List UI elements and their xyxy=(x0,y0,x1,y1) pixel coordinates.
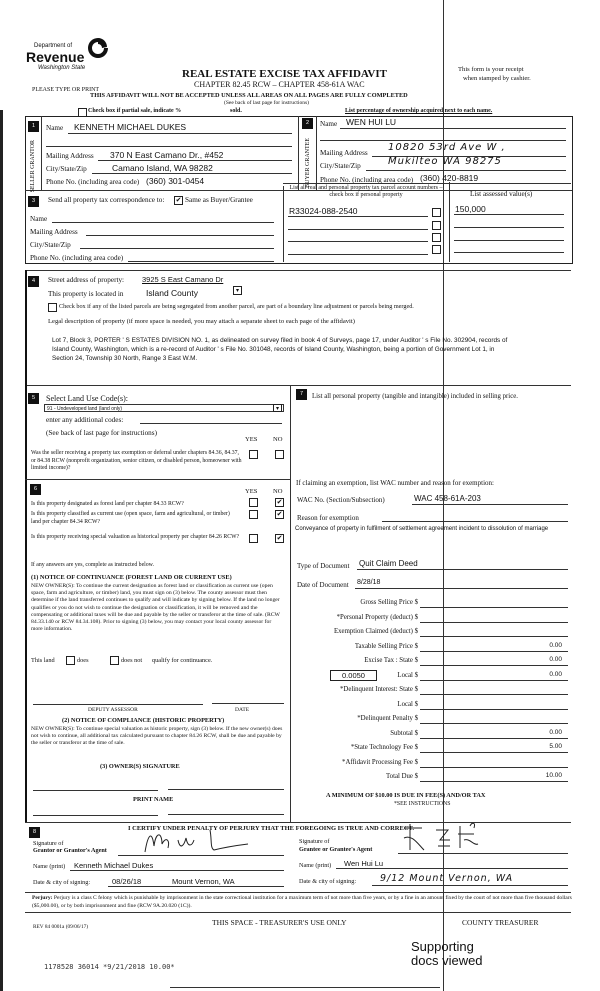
field-line xyxy=(420,622,568,623)
field-line xyxy=(420,738,568,739)
date-city-label: Date & city of signing: xyxy=(299,878,357,885)
field-line xyxy=(288,241,428,242)
does-not-label: does not xyxy=(121,657,143,664)
receipt-note: This form is your receipt xyxy=(458,66,524,73)
section-number: 3 xyxy=(28,196,39,207)
amount-label: Local $ xyxy=(397,671,418,679)
reason-label: Reason for exemption xyxy=(297,514,359,522)
wac-field[interactable]: WAC 458-61A-203 xyxy=(414,494,481,503)
doc-type-field[interactable]: Quit Claim Deed xyxy=(359,559,418,568)
owner-signature-label: (3) OWNER(S) SIGNATURE xyxy=(100,763,180,770)
divider xyxy=(41,116,42,190)
amount-field[interactable]: 5.00 xyxy=(549,743,562,750)
notice2-text: NEW OWNER(S): To continue special valuation as historic property, sign (3) below. If the new owner(s) does not wish to continue, all additional tax calculated pursuant to chapter 84.26 RCW, shall be due and payable by the seller or transferor at the time of sale. xyxy=(31,726,283,746)
grantor-name-field[interactable]: Kenneth Michael Dukes xyxy=(74,861,154,870)
field-line xyxy=(420,781,568,782)
divider xyxy=(283,186,284,262)
grantee-name-field[interactable]: Wen Hui Lu xyxy=(344,859,384,868)
name-print-label: Name (print) xyxy=(299,862,332,869)
does-not-checkbox[interactable] xyxy=(110,656,119,665)
deputy-date-field[interactable] xyxy=(212,703,284,704)
corr-mailing-field[interactable] xyxy=(86,235,274,236)
amount-label: Taxable Selling Price $ xyxy=(354,642,418,650)
same-as-label: Same as Buyer/Grantee xyxy=(185,196,253,204)
current-use-question: Is this property classified as current use (open space, farm and agricultural, or timber) land per chapter 84.34 RCW? xyxy=(31,511,230,525)
amount-label: Gross Selling Price $ xyxy=(360,599,418,606)
field-line xyxy=(70,870,284,871)
section-number: 6 xyxy=(30,484,41,495)
divider xyxy=(25,270,571,271)
field-line xyxy=(382,521,568,522)
field-line xyxy=(372,885,568,886)
seller-city-field[interactable]: Camano Island, WA 98282 xyxy=(112,163,213,173)
forest-no-checkbox[interactable]: ✔ xyxy=(276,498,283,506)
city-label: City/State/Zip xyxy=(30,241,71,249)
amount-label: *State Technology Fee $ xyxy=(350,744,418,751)
land-use-label: Select Land Use Code(s): xyxy=(46,394,128,403)
minimum-note: A MINIMUM OF $10.00 IS DUE IN FEE(S) AND/OR TAX xyxy=(326,792,486,799)
parcel-field[interactable]: R33024-088-2540 xyxy=(289,206,358,216)
section-number: 5 xyxy=(28,393,39,404)
section-number: 7 xyxy=(296,389,307,400)
current-use-no-checkbox[interactable]: ✔ xyxy=(276,510,283,518)
field-line xyxy=(420,723,568,724)
field-line xyxy=(288,229,428,230)
divider xyxy=(25,385,571,386)
additional-codes-label: enter any additional codes: xyxy=(46,416,124,424)
name-print-label: Name (print) xyxy=(33,863,66,870)
revenue-logo-icon xyxy=(86,36,110,60)
qualify-label: qualify for continuance. xyxy=(152,657,213,664)
phone-label: Phone No. (including area code) xyxy=(30,254,124,262)
see-instructions: *SEE INSTRUCTIONS xyxy=(394,801,451,807)
amount-label: *Delinquent Penalty $ xyxy=(357,715,418,722)
section-number: 1 xyxy=(28,121,39,132)
buyer-mailing-field[interactable]: 10820 53rd Ave W , xyxy=(388,142,506,153)
receipt-note: when stamped by cashier. xyxy=(463,75,531,82)
section-number: 8 xyxy=(29,827,40,838)
amount-field[interactable]: 0.00 xyxy=(549,656,562,663)
divider xyxy=(316,116,317,190)
forest-yes-checkbox[interactable] xyxy=(249,498,258,507)
amount-field[interactable]: 0.00 xyxy=(549,641,562,649)
wac-label: WAC No. (Section/Subsection) xyxy=(297,496,385,504)
field-line xyxy=(420,694,568,695)
this-land-label: This land xyxy=(31,657,55,664)
field-line xyxy=(420,680,568,681)
print-name-label: PRINT NAME xyxy=(133,796,174,803)
name-label: Name xyxy=(320,120,338,128)
name-label: Name xyxy=(46,124,64,132)
owner-signature-field[interactable] xyxy=(33,790,158,791)
field-line xyxy=(420,607,568,608)
deputy-label: DEPUTY ASSESSOR xyxy=(88,707,138,713)
assessed-field[interactable]: 150,000 xyxy=(455,204,486,214)
legal-label: Legal description of property (if more space is needed, you may attach a separate sheet to each page of the affidavit) xyxy=(48,318,355,325)
field-line xyxy=(420,665,568,666)
field-line xyxy=(398,853,568,854)
field-line xyxy=(357,569,568,570)
county-treasurer-label: COUNTY TREASURER xyxy=(462,918,539,927)
land-use-dropdown-icon[interactable]: ▾ xyxy=(273,404,282,412)
field-line xyxy=(454,227,564,228)
assessed-header: List assessed value(s) xyxy=(470,190,533,198)
additional-codes-field[interactable] xyxy=(140,423,282,424)
amount-label: Exemption Claimed (deduct) $ xyxy=(334,628,418,635)
divider xyxy=(449,182,450,262)
historic-question: Is this property receiving special valuation as historical property per chapter 84.26 RCW? xyxy=(31,534,240,540)
field-line xyxy=(336,868,568,869)
divider xyxy=(170,987,440,988)
sig-label: Grantor or Grantor's Agent xyxy=(33,847,107,854)
field-line xyxy=(355,588,568,589)
divider xyxy=(25,385,27,823)
personal-property-checkbox[interactable] xyxy=(432,208,441,217)
see-back: (See back of last page for instructions) xyxy=(46,429,157,437)
field-line xyxy=(98,160,292,161)
field-line xyxy=(340,128,566,129)
doc-type-label: Type of Document xyxy=(297,562,350,570)
date-label: DATE xyxy=(235,707,250,713)
sig-label: Grantee or Grantee's Agent xyxy=(299,846,373,853)
field-line xyxy=(420,709,568,710)
grantor-date-field[interactable]: 08/26/18 xyxy=(112,877,142,886)
street-field[interactable]: 3925 S East Camano Dr xyxy=(142,275,224,284)
amount-label: *Delinquent Interest: State $ xyxy=(340,686,418,693)
grantee-signature-field[interactable] xyxy=(400,820,490,854)
parcels-header: List all real and personal property tax parcel account numbers – check box if personal property xyxy=(289,185,443,198)
field-line xyxy=(420,651,568,652)
warning-text: THIS AFFIDAVIT WILL NOT BE ACCEPTED UNLESS ALL AREAS ON ALL PAGES ARE FULLY COMPLETED xyxy=(90,92,408,99)
yes-header: YES xyxy=(245,488,258,495)
segregated-label: Check box if any of the listed parcels are being segregated from another parcel, are part of a boundary line adjustment or parcels being merged. xyxy=(59,303,414,310)
mailing-label: Mailing Address xyxy=(46,152,94,160)
print-name-field[interactable] xyxy=(168,814,284,815)
sig-label: Signature of xyxy=(33,840,64,847)
name-label: Name xyxy=(30,215,48,223)
amount-label: Excise Tax : State $ xyxy=(364,657,418,664)
divider xyxy=(25,270,27,386)
buyer-phone-field[interactable]: (360) 420-8819 xyxy=(420,173,479,183)
reason-field[interactable]: Conveyance of property in fulfilment of settlement agreement incident to dissolution of marriage xyxy=(295,526,549,532)
yes-header: YES xyxy=(245,436,258,443)
amount-label: Total Due $ xyxy=(386,773,418,780)
perjury-text: Perjury is a class C felony which is punishable by imprisonment in the state correctional institution for a maximum term of not more than five years, or by a fine in an amount fixed by the court of not more than five thousand dollars ($5,000.00), or by both imprisonment and fine (RCW 9A.20.020 (1C)). xyxy=(32,895,572,909)
field-line xyxy=(320,140,566,141)
land-use-select[interactable] xyxy=(44,404,284,412)
form-title: REAL ESTATE EXCISE TAX AFFIDAVIT xyxy=(182,68,387,80)
divider xyxy=(25,892,571,893)
field-line xyxy=(68,133,292,134)
certify-text: I CERTIFY UNDER PENALTY OF PERJURY THAT THE FOREGOING IS TRUE AND CORRECT. xyxy=(128,825,415,832)
notice1-title: (1) NOTICE OF CONTINUANCE (FOREST LAND OR CURRENT USE) xyxy=(31,574,232,581)
amount-label: Local $ xyxy=(397,700,418,708)
if-yes-note: If any answers are yes, complete as instructed below. xyxy=(31,562,154,568)
does-checkbox[interactable] xyxy=(66,656,75,665)
print-name-field[interactable] xyxy=(33,815,158,816)
forest-question: Is this property designated as forest land per chapter 84.33 RCW? xyxy=(31,501,184,507)
buyer-name-field[interactable]: WEN HUI LU xyxy=(346,117,397,127)
field-line xyxy=(108,886,284,887)
divider xyxy=(298,116,299,190)
street-label: Street address of property: xyxy=(48,276,125,284)
field-line xyxy=(288,254,428,255)
historic-yes-checkbox[interactable] xyxy=(249,534,258,543)
divider xyxy=(290,385,291,823)
section-number: 2 xyxy=(302,118,313,129)
phone-label: Phone No. (including area code) xyxy=(320,176,414,184)
field-line xyxy=(412,504,568,505)
stamp-line: docs viewed xyxy=(411,953,483,968)
amount-label: Subtotal $ xyxy=(390,729,418,737)
amount-label: *Personal Property (deduct) $ xyxy=(336,613,418,621)
field-line xyxy=(118,855,284,856)
legal-description-field[interactable]: Lot 7, Block 3, PORTER ' S ESTATES DIVISION NO. 1, as delineated on survey filed in book 4 of Surveys, page 17, under Auditor ' s File No. 302904, records of Island County, Washington, which is a re-record of Auditor ' s File No. 301048, records of Island County, Washington, being a portion of Government Lot 1, in Section 24, Township 30 North, Range 3 East W.M. xyxy=(52,337,508,362)
does-label: does xyxy=(77,657,89,664)
field-line xyxy=(92,173,292,174)
exemption-label: If claiming an exemption, list WAC number and reason for exemption: xyxy=(296,479,494,487)
field-line xyxy=(454,214,564,215)
stamp-line: Supporting xyxy=(411,939,474,954)
supporting-docs-stamp xyxy=(411,940,483,968)
field-line xyxy=(420,752,568,753)
chapter: CHAPTER 82.45 RCW – CHAPTER 458-61A WAC xyxy=(194,80,365,89)
divider xyxy=(283,183,571,184)
segregated-checkbox[interactable] xyxy=(48,303,57,312)
divider xyxy=(25,479,290,480)
no-header: NO xyxy=(273,488,283,495)
local-rate-field[interactable]: 0.0050 xyxy=(330,670,377,681)
corr-name-field[interactable] xyxy=(52,222,274,223)
amount-field[interactable]: 10.00 xyxy=(545,772,562,779)
form-revision: REV 84 0001a (09/06/17) xyxy=(33,924,89,930)
please-type: PLEASE TYPE OR PRINT xyxy=(32,87,100,93)
doc-date-label: Date of Document xyxy=(297,581,349,589)
mailing-label: Mailing Address xyxy=(30,228,78,236)
notice2-title: (2) NOTICE OF COMPLIANCE (HISTORIC PROPERTY) xyxy=(62,717,225,724)
sold-label: sold. xyxy=(230,108,242,114)
receipt-stamp: 1178528 36014 *9/21/2018 10.00* xyxy=(44,963,175,971)
seller-side-label: SELLER GRANTOR xyxy=(30,140,36,193)
sig-label: Signature of xyxy=(299,838,330,845)
doc-date-field[interactable]: 8/28/18 xyxy=(357,579,381,586)
phone-label: Phone No. (including area code) xyxy=(46,178,140,186)
scan-edge xyxy=(0,110,3,991)
seller-name-field[interactable]: KENNETH MICHAEL DUKES xyxy=(74,122,187,132)
buyer-city-field[interactable]: Mukilteo WA 98275 xyxy=(388,156,502,167)
field-line xyxy=(420,636,568,637)
county-dropdown-icon[interactable]: ▾ xyxy=(233,286,242,295)
deputy-signature-field[interactable] xyxy=(33,704,203,705)
historic-no-checkbox[interactable]: ✔ xyxy=(276,534,283,542)
corr-city-field[interactable] xyxy=(80,248,274,249)
divider xyxy=(25,912,571,913)
partial-sale-label: Check box if partial sale, indicate % xyxy=(88,108,182,114)
corr-phone-field[interactable] xyxy=(128,261,274,262)
see-back: (See back of last page for instructions) xyxy=(224,100,309,106)
exemption-yes-checkbox[interactable] xyxy=(249,450,258,459)
owner-signature-field[interactable] xyxy=(168,789,284,790)
correspondence-label: Send all property tax correspondence to: xyxy=(48,196,165,204)
grantor-city-field[interactable]: Mount Vernon, WA xyxy=(172,877,235,886)
field-line xyxy=(366,170,566,171)
perjury-bold: Perjury: xyxy=(32,895,53,901)
personal-property-checkbox[interactable] xyxy=(432,245,441,254)
no-header: NO xyxy=(273,436,283,443)
field-line xyxy=(46,146,292,147)
land-use-selected: 91 - Undeveloped land (land only) xyxy=(47,406,123,412)
personal-property-checkbox[interactable] xyxy=(432,233,441,242)
exemption-question: Was the seller receiving a property tax exemption or deferral under chapters 84.36, 84.37, or 84.38 RCW (nonprofit organization, senior citizen, or disabled person, homeowner with limited income)? xyxy=(31,450,242,471)
exemption-no-checkbox[interactable] xyxy=(275,450,284,459)
treasurer-space-label: THIS SPACE - TREASURER'S USE ONLY xyxy=(212,918,347,927)
city-label: City/State/Zip xyxy=(320,162,361,170)
amount-field[interactable]: 0.00 xyxy=(549,728,562,736)
grantor-signature-field[interactable] xyxy=(140,826,260,856)
perjury-notice xyxy=(32,894,572,910)
field-line xyxy=(288,216,428,217)
located-label: This property is located in xyxy=(48,290,124,298)
personal-property-label: List all personal property (tangible and intangible) included in selling price. xyxy=(312,393,518,400)
amount-field[interactable]: 0.00 xyxy=(549,670,562,678)
personal-property-checkbox[interactable] xyxy=(432,221,441,230)
grantee-date-city-field[interactable]: 9/12 Mount Vernon, WA xyxy=(380,873,514,884)
same-as-buyer-checkbox[interactable]: ✔ xyxy=(175,196,182,204)
field-line xyxy=(454,252,564,253)
section-number: 4 xyxy=(28,276,39,287)
mailing-label: Mailing Address xyxy=(320,149,368,157)
city-label: City/State/Zip xyxy=(46,165,87,173)
field-line xyxy=(420,767,568,768)
date-city-label: Date & city of signing: xyxy=(33,879,91,886)
amount-label: *Affidavit Processing Fee $ xyxy=(342,758,418,766)
ownership-note: List percentage of ownership acquired next to each name. xyxy=(345,108,493,114)
current-use-yes-checkbox[interactable] xyxy=(249,510,258,519)
field-line xyxy=(454,240,564,241)
seller-mailing-field[interactable]: 370 N East Camano Dr., #452 xyxy=(110,150,224,160)
seller-phone-field[interactable]: (360) 301-0454 xyxy=(146,176,205,186)
notice1-text: NEW OWNER(S): To continue the current designation as forest land or classification as current use (open space, farm and agriculture, or timber) land, you must sign on (3) below. The county assessor must then determine if the land transferred continues to qualify and will indicate by signing below. If the land no longer qualifies or you do not wish to continue the designation or classification, it will be removed and the compensating or additional taxes will be due and payable by the seller or transferor at the time of sale. (RCW 84.33.140 or RCW 84.34.108). Prior to signing (3) below, you may contact your local county assessor for more information. xyxy=(31,583,280,633)
buyer-side-label: BUYER GRANTEE xyxy=(305,138,311,188)
county-select[interactable]: Island County xyxy=(146,288,198,298)
